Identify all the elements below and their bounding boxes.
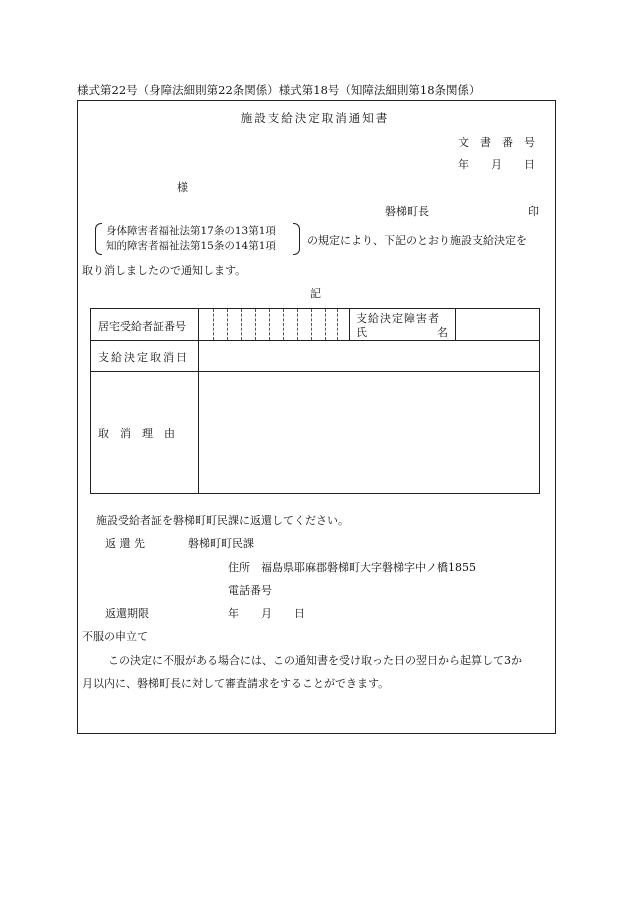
issue-date: 年 月 日 bbox=[458, 158, 535, 171]
name-column-divider bbox=[455, 309, 456, 340]
disabled-person-label: 支給決定障害者 bbox=[356, 312, 440, 325]
cert-number-label: 居宅受給者証番号 bbox=[98, 320, 186, 333]
bracket-right bbox=[293, 223, 300, 255]
digit-separator bbox=[337, 309, 338, 340]
doc-number-label: 文 書 番 号 bbox=[458, 136, 535, 149]
recipient-suffix: 様 bbox=[177, 181, 188, 194]
deadline-value: 年 月 日 bbox=[228, 607, 305, 620]
details-table bbox=[90, 308, 540, 494]
issuer-name: 磐梯町長 bbox=[385, 205, 429, 218]
name-label-b: 名 bbox=[437, 326, 448, 339]
label-column-divider bbox=[198, 309, 199, 493]
row-divider-1 bbox=[91, 340, 539, 341]
row-divider-2 bbox=[91, 371, 539, 372]
appeal-heading: 不服の申立て bbox=[82, 630, 148, 643]
digit-separator bbox=[255, 309, 256, 340]
name-label-a: 氏 bbox=[356, 326, 367, 339]
document-title: 施設支給決定取消通知書 bbox=[240, 111, 390, 125]
cert-column-divider bbox=[349, 309, 350, 340]
law-ref-intellectual: 知的障害者福祉法第15条の14第1項 bbox=[106, 240, 276, 252]
seal-mark: 印 bbox=[528, 205, 539, 218]
bracket-left bbox=[95, 223, 102, 255]
appeal-text-line2: 月以内に、磐梯町長に対して審査請求をすることができます。 bbox=[82, 677, 390, 690]
reason-label: 取 消 理 由 bbox=[98, 427, 175, 440]
return-notice: 施設受給者証を磐梯町町民課に返還してください。 bbox=[96, 514, 349, 527]
form-header: 様式第22号（身障法細則第22条関係）様式第18号（知障法細則第18条関係） bbox=[77, 83, 481, 97]
body-text-line2: 取り消しましたので通知します。 bbox=[82, 264, 247, 277]
digit-separator bbox=[269, 309, 270, 340]
digit-separator bbox=[311, 309, 312, 340]
law-ref-physical: 身体障害者福祉法第17条の13第1項 bbox=[106, 225, 276, 237]
digit-separator bbox=[213, 309, 214, 340]
cancel-date-label: 支給決定取消日 bbox=[98, 351, 189, 364]
law-reference-bracket bbox=[95, 223, 300, 255]
digit-separator bbox=[241, 309, 242, 340]
return-to-value: 磐梯町町民課 bbox=[188, 537, 254, 550]
address: 住所 福島県耶麻郡磐梯町大字磐梯字中ノ橋1855 bbox=[228, 561, 476, 574]
digit-separator bbox=[227, 309, 228, 340]
ki-heading: 記 bbox=[310, 287, 321, 300]
deadline-label: 返還期限 bbox=[105, 607, 149, 620]
digit-separator bbox=[297, 309, 298, 340]
return-to-label: 返 還 先 bbox=[105, 537, 145, 550]
digit-separator bbox=[283, 309, 284, 340]
digit-separator bbox=[325, 309, 326, 340]
phone-label: 電話番号 bbox=[228, 584, 272, 597]
body-text-line1: の規定により、下記のとおり施設支給決定を bbox=[307, 234, 527, 247]
appeal-text-line1: この決定に不服がある場合には、この通知書を受け取った日の翌日から起算して3か bbox=[108, 654, 522, 667]
